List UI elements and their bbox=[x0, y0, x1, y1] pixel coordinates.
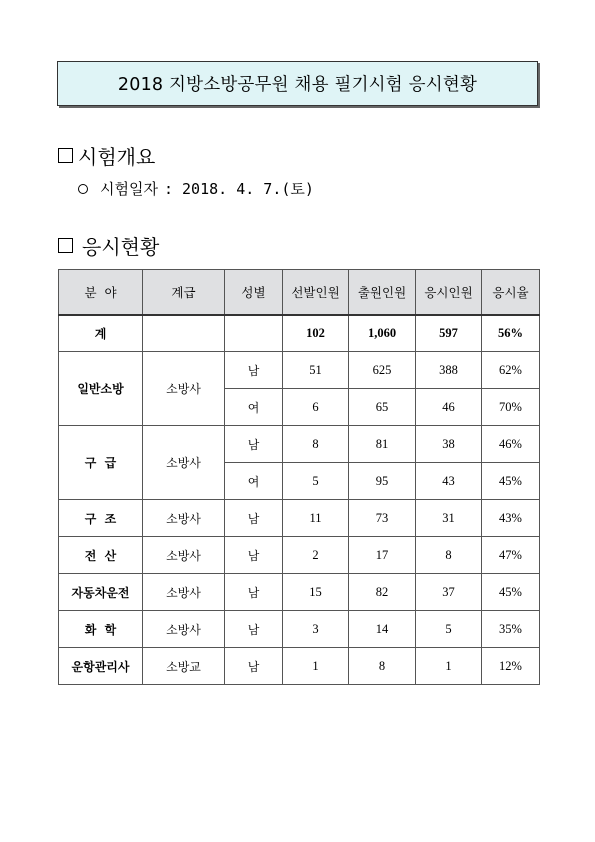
applied-count-cell: 65 bbox=[349, 389, 416, 426]
column-header: 출원인원 bbox=[349, 270, 416, 315]
total-selected: 102 bbox=[283, 315, 349, 352]
attended-count-cell: 37 bbox=[416, 574, 482, 611]
attendance-rate-cell: 45% bbox=[482, 574, 540, 611]
applied-count-cell: 14 bbox=[349, 611, 416, 648]
table-header-row bbox=[59, 270, 540, 315]
section-heading-status bbox=[58, 231, 159, 260]
table-row bbox=[59, 648, 540, 685]
column-header: 성별 bbox=[225, 270, 283, 315]
total-applied: 1,060 bbox=[349, 315, 416, 352]
applied-count-cell: 17 bbox=[349, 537, 416, 574]
selected-count-cell: 6 bbox=[283, 389, 349, 426]
exam-date-value: : 2018. 4. 7.(토) bbox=[163, 180, 314, 198]
gender-cell: 여 bbox=[225, 389, 283, 426]
applied-count-cell: 625 bbox=[349, 352, 416, 389]
rank-cell: 소방교 bbox=[143, 648, 225, 685]
attendance-rate-cell: 70% bbox=[482, 389, 540, 426]
exam-date-label: 시험일자 bbox=[100, 180, 158, 198]
attended-count-cell: 43 bbox=[416, 463, 482, 500]
square-bullet-icon bbox=[58, 238, 73, 253]
gender-cell: 여 bbox=[225, 463, 283, 500]
rank-cell: 소방사 bbox=[143, 611, 225, 648]
total-rank bbox=[143, 315, 225, 352]
applied-count-cell: 81 bbox=[349, 426, 416, 463]
applied-count-cell: 82 bbox=[349, 574, 416, 611]
rank-cell: 소방사 bbox=[143, 574, 225, 611]
field-cell: 화 학 bbox=[59, 611, 143, 648]
exam-status-table bbox=[58, 269, 540, 685]
field-cell: 구 조 bbox=[59, 500, 143, 537]
gender-cell: 남 bbox=[225, 352, 283, 389]
table-row bbox=[59, 611, 540, 648]
selected-count-cell: 51 bbox=[283, 352, 349, 389]
attended-count-cell: 388 bbox=[416, 352, 482, 389]
column-header: 계급 bbox=[143, 270, 225, 315]
selected-count-cell: 15 bbox=[283, 574, 349, 611]
attendance-rate-cell: 45% bbox=[482, 463, 540, 500]
rank-cell: 소방사 bbox=[143, 537, 225, 574]
attendance-rate-cell: 43% bbox=[482, 500, 540, 537]
attended-count-cell: 8 bbox=[416, 537, 482, 574]
table-row bbox=[59, 574, 540, 611]
selected-count-cell: 3 bbox=[283, 611, 349, 648]
column-header: 응시인원 bbox=[416, 270, 482, 315]
field-cell: 자동차운전 bbox=[59, 574, 143, 611]
gender-cell: 남 bbox=[225, 537, 283, 574]
table-row bbox=[59, 352, 540, 389]
attended-count-cell: 1 bbox=[416, 648, 482, 685]
table-row bbox=[59, 426, 540, 463]
gender-cell: 남 bbox=[225, 426, 283, 463]
applied-count-cell: 73 bbox=[349, 500, 416, 537]
document-title bbox=[57, 61, 538, 106]
table-row bbox=[59, 537, 540, 574]
total-rate: 56% bbox=[482, 315, 540, 352]
gender-cell: 남 bbox=[225, 611, 283, 648]
field-cell: 일반소방 bbox=[59, 352, 143, 426]
exam-date-line bbox=[78, 178, 314, 199]
selected-count-cell: 11 bbox=[283, 500, 349, 537]
section-heading-overview bbox=[58, 141, 155, 170]
section-heading-overview-text: 시험개요 bbox=[78, 145, 156, 169]
applied-count-cell: 8 bbox=[349, 648, 416, 685]
column-header: 응시율 bbox=[482, 270, 540, 315]
attendance-rate-cell: 47% bbox=[482, 537, 540, 574]
attendance-rate-cell: 35% bbox=[482, 611, 540, 648]
section-heading-status-text: 응시현황 bbox=[82, 235, 160, 259]
selected-count-cell: 5 bbox=[283, 463, 349, 500]
rank-cell: 소방사 bbox=[143, 500, 225, 537]
table-row bbox=[59, 500, 540, 537]
total-attended: 597 bbox=[416, 315, 482, 352]
selected-count-cell: 1 bbox=[283, 648, 349, 685]
square-bullet-icon bbox=[58, 148, 73, 163]
total-label: 계 bbox=[59, 315, 143, 352]
attendance-rate-cell: 62% bbox=[482, 352, 540, 389]
attended-count-cell: 38 bbox=[416, 426, 482, 463]
field-cell: 구 급 bbox=[59, 426, 143, 500]
gender-cell: 남 bbox=[225, 574, 283, 611]
document-title-text: 2018 지방소방공무원 채용 필기시험 응시현황 bbox=[117, 75, 478, 95]
applied-count-cell: 95 bbox=[349, 463, 416, 500]
column-header: 선발인원 bbox=[283, 270, 349, 315]
total-gender bbox=[225, 315, 283, 352]
total-row bbox=[59, 315, 540, 352]
circle-bullet-icon bbox=[78, 184, 88, 194]
attended-count-cell: 5 bbox=[416, 611, 482, 648]
rank-cell: 소방사 bbox=[143, 352, 225, 426]
attended-count-cell: 46 bbox=[416, 389, 482, 426]
gender-cell: 남 bbox=[225, 500, 283, 537]
selected-count-cell: 2 bbox=[283, 537, 349, 574]
selected-count-cell: 8 bbox=[283, 426, 349, 463]
rank-cell: 소방사 bbox=[143, 426, 225, 500]
gender-cell: 남 bbox=[225, 648, 283, 685]
field-cell: 운항관리사 bbox=[59, 648, 143, 685]
attended-count-cell: 31 bbox=[416, 500, 482, 537]
field-cell: 전 산 bbox=[59, 537, 143, 574]
column-header: 분 야 bbox=[59, 270, 143, 315]
attendance-rate-cell: 46% bbox=[482, 426, 540, 463]
attendance-rate-cell: 12% bbox=[482, 648, 540, 685]
